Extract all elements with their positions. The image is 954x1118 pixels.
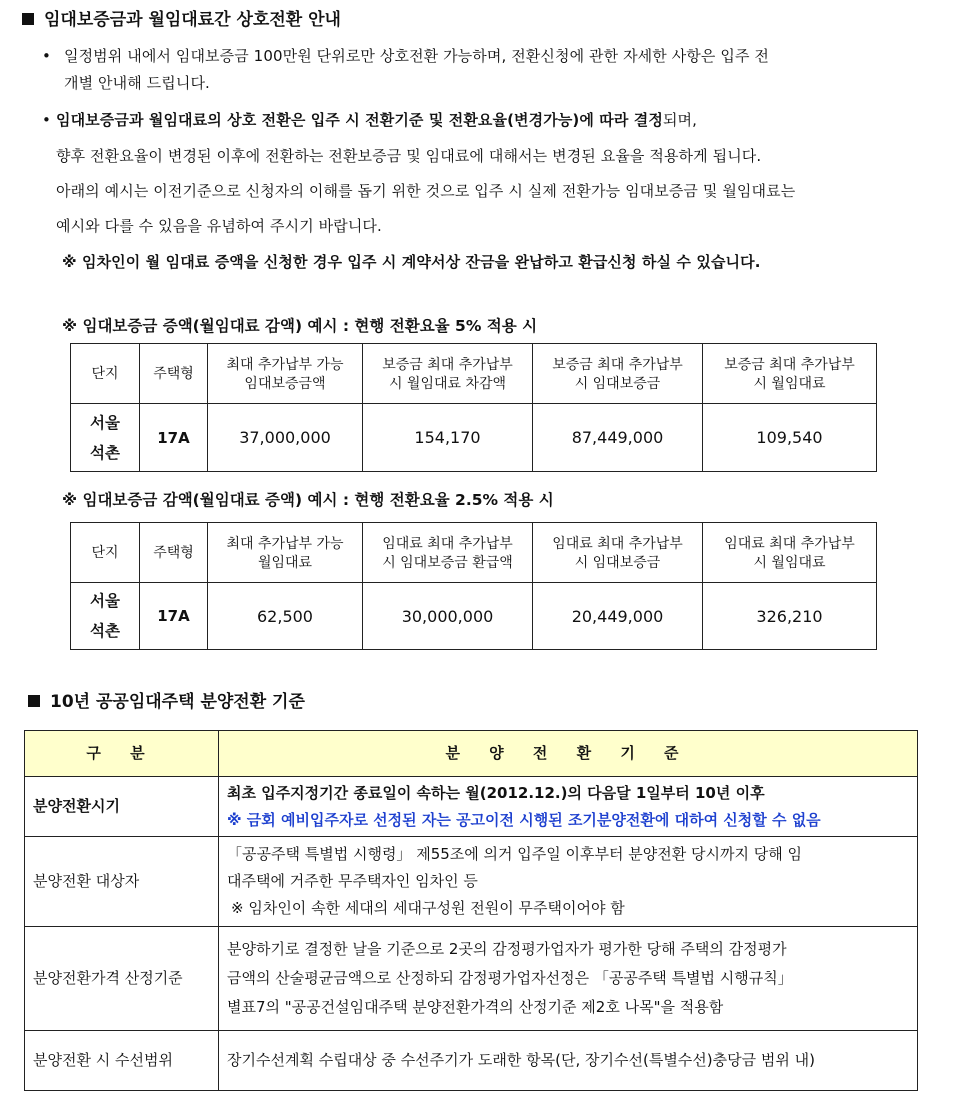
cell-monthly-rent: 326,210 [703, 583, 877, 650]
deposit-decrease-table [70, 522, 877, 650]
header-rent-deduction: 보증금 최대 추가납부 시 월임대료 차감액 [363, 344, 533, 404]
bullet2-line4: 예시와 다를 수 있음을 유념하여 주시기 바랍니다. [56, 217, 382, 235]
cell-deposit: 87,449,000 [533, 404, 703, 472]
bullet2-line2: 향후 전환요율이 변경된 이후에 전환하는 전환보증금 및 임대료에 대해서는 변경된 요율을 적용하게 됩니다. [56, 147, 762, 165]
table2-caption: ※ 임대보증금 감액(월임대료 증액) 예시 : 현행 전환요율 2.5% 적용 시 [62, 491, 554, 509]
refund-note: ※ 임차인이 월 임대료 증액을 신청한 경우 입주 시 계약서상 잔금을 완납하고 환급신청 하실 수 있습니다. [62, 253, 761, 271]
row-label-target: 분양전환 대상자 [25, 837, 219, 927]
section-title-conversion: 임대보증금과 월임대료간 상호전환 안내 [22, 10, 341, 30]
cell-max-deposit: 37,000,000 [208, 404, 363, 472]
square-bullet-icon [28, 695, 40, 707]
header-max-deposit: 최대 추가납부 가능 임대보증금액 [208, 344, 363, 404]
bullet-dot-icon: • [42, 111, 51, 129]
cell-house-type: 17A [140, 404, 208, 472]
section-title-sale-conversion: 10년 공공임대주택 분양전환 기준 [28, 692, 305, 712]
row-label-repair: 분양전환 시 수선범위 [25, 1031, 219, 1091]
cell-house-type: 17A [140, 583, 208, 650]
cell-rent-deduction: 154,170 [363, 404, 533, 472]
header-monthly-rent: 보증금 최대 추가납부 시 월임대료 [703, 344, 877, 404]
header-category: 구 분 [25, 731, 219, 777]
notice-text: ※ 금회 예비입주자로 선정된 자는 공고이전 시행된 조기분양전환에 대하여 신청할 수 없음 [227, 810, 821, 829]
header-criteria: 분 양 전 환 기 준 [219, 731, 918, 777]
bullet1-line1: 일정범위 내에서 임대보증금 100만원 단위로만 상호전환 가능하며, 전환신청에 관한 자세한 사항은 입주 전 [64, 47, 769, 65]
header-max-rent: 최대 추가납부 가능 월임대료 [208, 523, 363, 583]
cell-monthly-rent: 109,540 [703, 404, 877, 472]
cell-complex: 서울 석촌 [71, 404, 140, 472]
row-content-timing: 최초 입주지정기간 종료일이 속하는 월(2012.12.)의 다음달 1일부터 10년 이후 ※ 금회 예비입주자로 선정된 자는 공고이전 시행된 조기분양전환에 대하여 신청할 수 없음 [219, 777, 918, 837]
cell-max-rent: 62,500 [208, 583, 363, 650]
row-content-target: 「공공주택 특별법 시행령」 제55조에 의거 입주일 이후부터 분양전환 당시까지 당해 임 대주택에 거주한 무주택자인 임차인 등 ※ 임차인이 속한 세대의 세대구성원 전원이 무주택이어야 함 [219, 837, 918, 927]
bullet1-line2: 개별 안내해 드립니다. [64, 74, 210, 92]
bullet2-line1: 임대보증금과 월임대료의 상호 전환은 입주 시 전환기준 및 전환요율(변경가능)에 따라 결정되며, [56, 111, 698, 129]
sale-conversion-table [24, 730, 918, 1091]
row-label-price: 분양전환가격 산정기준 [25, 927, 219, 1031]
deposit-increase-table [70, 343, 877, 472]
cell-complex: 서울 석촌 [71, 583, 140, 650]
cell-deposit-refund: 30,000,000 [363, 583, 533, 650]
square-bullet-icon [22, 13, 34, 25]
row-content-price: 분양하기로 결정한 날을 기준으로 2곳의 감정평가업자가 평가한 당해 주택의 감정평가 금액의 산술평균금액으로 산정하되 감정평가업자선정은 「공공주택 특별법 시행규칙」 별표7의 "공공건설임대주택 분양전환가격의 산정기준 제2호 나목"을 적용함 [219, 927, 918, 1031]
header-deposit-refund: 임대료 최대 추가납부 시 임대보증금 환급액 [363, 523, 533, 583]
row-label-timing: 분양전환시기 [25, 777, 219, 837]
header-deposit: 임대료 최대 추가납부 시 임대보증금 [533, 523, 703, 583]
row-content-repair: 장기수선계획 수립대상 중 수선주기가 도래한 항목(단, 장기수선(특별수선)충당금 범위 내) [219, 1031, 918, 1091]
cell-deposit: 20,449,000 [533, 583, 703, 650]
header-complex: 단지 [71, 344, 140, 404]
bullet-dot-icon: • [42, 47, 51, 65]
header-deposit: 보증금 최대 추가납부 시 임대보증금 [533, 344, 703, 404]
bullet2-line3: 아래의 예시는 이전기준으로 신청자의 이해를 돕기 위한 것으로 입주 시 실제 전환가능 임대보증금 및 월임대료는 [56, 182, 796, 200]
header-house-type: 주택형 [140, 523, 208, 583]
table1-caption: ※ 임대보증금 증액(월임대료 감액) 예시 : 현행 전환요율 5% 적용 시 [62, 317, 538, 335]
header-house-type: 주택형 [140, 344, 208, 404]
header-monthly-rent: 임대료 최대 추가납부 시 월임대료 [703, 523, 877, 583]
header-complex: 단지 [71, 523, 140, 583]
